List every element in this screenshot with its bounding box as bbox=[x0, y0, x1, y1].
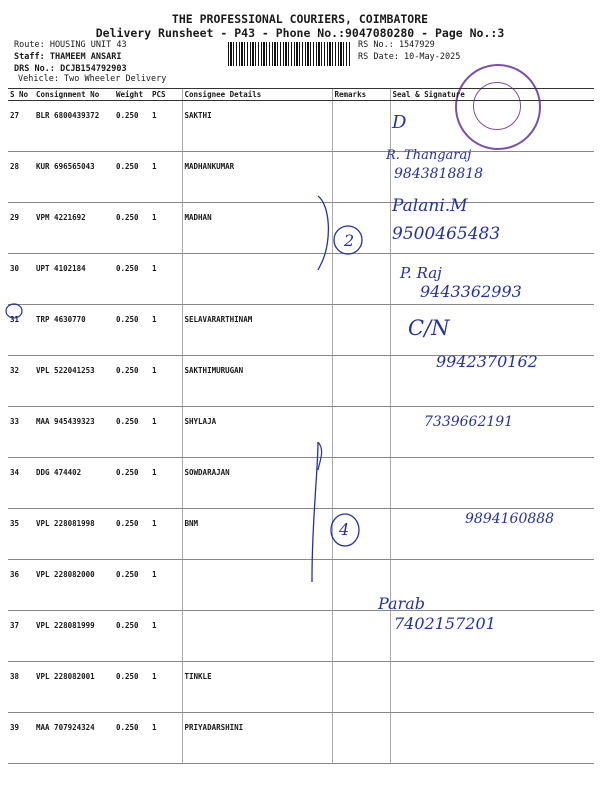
sno: 35 bbox=[8, 509, 34, 560]
route-label: Route: HOUSING UNIT 43 bbox=[14, 40, 127, 50]
consignee: SAKTHIMURUGAN bbox=[182, 356, 332, 407]
bracket-number-2: 4 bbox=[339, 520, 350, 539]
pcs: 1 bbox=[150, 458, 182, 509]
sno: 30 bbox=[8, 254, 34, 305]
circled-row-mark bbox=[6, 304, 22, 318]
col-weight: Weight bbox=[114, 89, 150, 101]
col-pcs: PCS bbox=[150, 89, 182, 101]
weight: 0.250 bbox=[114, 560, 150, 611]
sno: 31 bbox=[8, 305, 34, 356]
signature-33: 9942370162 bbox=[436, 352, 538, 371]
runsheet-subtitle: Delivery Runsheet - P43 - Phone No.:9047080280 - Page No.:3 bbox=[95, 26, 505, 40]
col-seal-signature: Seal & Signature bbox=[390, 89, 594, 101]
pcs: 1 bbox=[150, 407, 182, 458]
bracket-number-1: 2 bbox=[344, 231, 355, 250]
pcs: 1 bbox=[150, 356, 182, 407]
pcs: 1 bbox=[150, 203, 182, 254]
pcs: 1 bbox=[150, 713, 182, 764]
sno: 39 bbox=[8, 713, 34, 764]
weight: 0.250 bbox=[114, 203, 150, 254]
sno: 34 bbox=[8, 458, 34, 509]
sno: 33 bbox=[8, 407, 34, 458]
consignment-no: KUR 696565043 bbox=[34, 152, 114, 203]
signature-32: C/N bbox=[408, 316, 450, 340]
company-title: THE PROFESSIONAL COURIERS, COIMBATORE bbox=[171, 12, 429, 26]
consignee: TINKLE bbox=[182, 662, 332, 713]
bracket-line-1 bbox=[318, 196, 328, 270]
consignment-no: VPL 228081999 bbox=[34, 611, 114, 662]
consignee: MADHANKUMAR bbox=[182, 152, 332, 203]
consignee: SELAVARARTHINAM bbox=[182, 305, 332, 356]
weight: 0.250 bbox=[114, 509, 150, 560]
sno: 37 bbox=[8, 611, 34, 662]
signature-28-phone: 9843818818 bbox=[394, 166, 484, 182]
consignment-no: TRP 4630770 bbox=[34, 305, 114, 356]
sno: 36 bbox=[8, 560, 34, 611]
pcs: 1 bbox=[150, 152, 182, 203]
weight: 0.250 bbox=[114, 254, 150, 305]
pcs: 1 bbox=[150, 611, 182, 662]
signature-31-phone: 9443362993 bbox=[420, 282, 522, 301]
signature-34-phone: 7339662191 bbox=[424, 414, 514, 430]
col-consignment: Consignment No bbox=[34, 89, 114, 101]
sno: 29 bbox=[8, 203, 34, 254]
consignment-no: VPL 228081998 bbox=[34, 509, 114, 560]
weight: 0.250 bbox=[114, 662, 150, 713]
pcs: 1 bbox=[150, 662, 182, 713]
pcs: 1 bbox=[150, 509, 182, 560]
drs-number: DCJB154792903 bbox=[60, 64, 127, 74]
consignment-no: VPM 4221692 bbox=[34, 203, 114, 254]
bracket-line-2 bbox=[312, 442, 318, 582]
pcs: 1 bbox=[150, 101, 182, 152]
staff-name: THAMEEM ANSARI bbox=[49, 52, 122, 62]
pcs: 1 bbox=[150, 560, 182, 611]
col-remarks: Remarks bbox=[332, 89, 390, 101]
signature-39-phone: 7402157201 bbox=[394, 614, 496, 633]
pcs: 1 bbox=[150, 254, 182, 305]
weight: 0.250 bbox=[114, 407, 150, 458]
rs-number: RS No.: 1547929 bbox=[358, 40, 435, 50]
consignee: MADHAN bbox=[182, 203, 332, 254]
signature-27: D bbox=[392, 112, 407, 133]
signature-39-name: Parab bbox=[378, 594, 426, 613]
consignment-no: DDG 474402 bbox=[34, 458, 114, 509]
consignee: BNM bbox=[182, 509, 332, 560]
pcs: 1 bbox=[150, 305, 182, 356]
staff-label: Staff: bbox=[14, 52, 45, 62]
consignment-no: BLR 6800439372 bbox=[34, 101, 114, 152]
consignment-no: MAA 945439323 bbox=[34, 407, 114, 458]
sno: 38 bbox=[8, 662, 34, 713]
consignment-no: VPL 228082001 bbox=[34, 662, 114, 713]
signature-28-name: R. Thangaraj bbox=[386, 148, 472, 163]
sno: 28 bbox=[8, 152, 34, 203]
consignment-no: VPL 522041253 bbox=[34, 356, 114, 407]
drs-label: DRS No.: bbox=[14, 64, 55, 74]
weight: 0.250 bbox=[114, 713, 150, 764]
signature-29-name: Palani.M bbox=[392, 196, 468, 216]
consignee: SHYLAJA bbox=[182, 407, 332, 458]
sno: 32 bbox=[8, 356, 34, 407]
consignment-no: MAA 707924324 bbox=[34, 713, 114, 764]
consignee: PRIYADARSHINI bbox=[182, 713, 332, 764]
signature-30-phone: 9500465483 bbox=[392, 224, 501, 244]
weight: 0.250 bbox=[114, 305, 150, 356]
consignee: SAKTHI bbox=[182, 101, 332, 152]
consignment-no: UPT 4102184 bbox=[34, 254, 114, 305]
signature-31-name: P. Raj bbox=[400, 264, 442, 282]
vehicle-label: Vehicle: Two Wheeler Delivery bbox=[18, 74, 167, 84]
consignee: SOWDARAJAN bbox=[182, 458, 332, 509]
weight: 0.250 bbox=[114, 458, 150, 509]
weight: 0.250 bbox=[114, 152, 150, 203]
weight: 0.250 bbox=[114, 101, 150, 152]
rs-date: RS Date: 10-May-2025 bbox=[358, 52, 461, 62]
col-sno: S No bbox=[8, 89, 34, 101]
consignment-no: VPL 228082000 bbox=[34, 560, 114, 611]
weight: 0.250 bbox=[114, 611, 150, 662]
weight: 0.250 bbox=[114, 356, 150, 407]
sno: 27 bbox=[8, 101, 34, 152]
col-consignee: Consignee Details bbox=[182, 89, 332, 101]
signature-37-phone: 9894160888 bbox=[465, 511, 555, 527]
